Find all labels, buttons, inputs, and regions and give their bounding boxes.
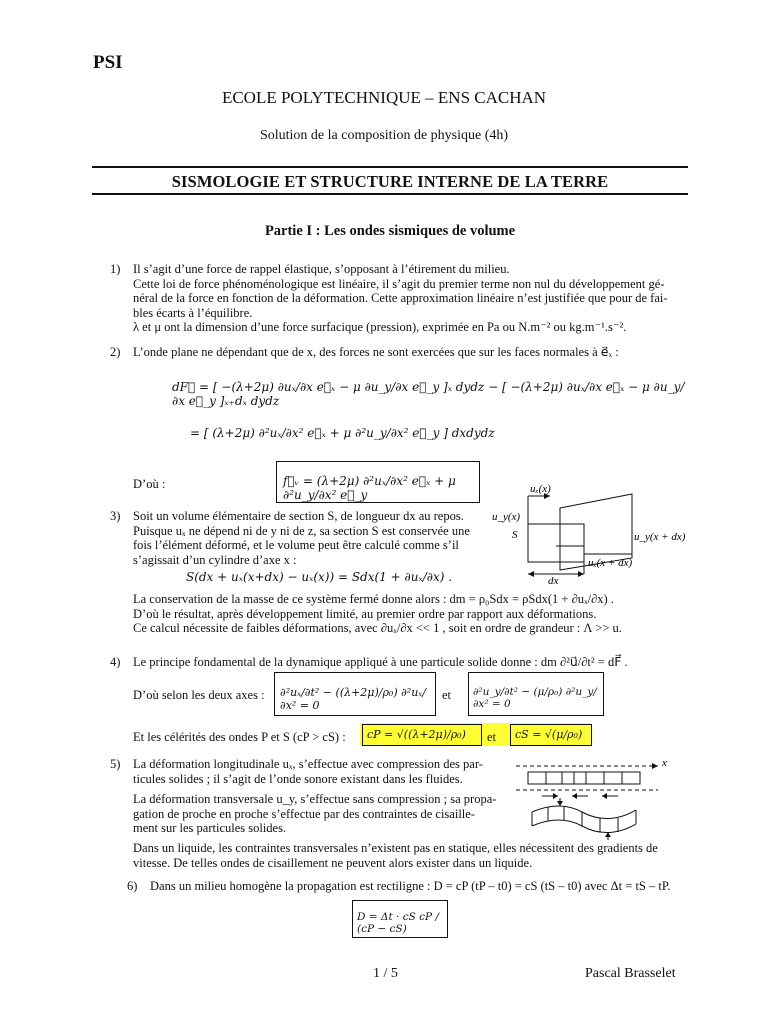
question-3-conclusion [133, 592, 693, 636]
text-line: Il s’agit d’une force de rappel élastique, s’opposant à l’étirement du milieu. [133, 262, 510, 276]
text-line: La conservation de la masse de ce système fermé donne alors : dm = ρ₀Sdx = ρSdx(1 + ∂uₓ/∂x) . [133, 592, 614, 606]
text-line: La déformation longitudinale uₓ, s’effectue avec compression des par- [133, 757, 483, 771]
fig-ux-label: uₓ(x) [530, 483, 551, 495]
and-label: et [487, 730, 497, 744]
text-line: bles écarts à l’équilibre. [133, 305, 253, 320]
question-6-text: Dans un milieu homogène la propagation est rectiligne : D = cP (tP – t0) = cS (tS – t0) avec Δt = tS – tP. [150, 879, 671, 893]
volume-equation: S(dx + uₓ(x+dx) − uₓ(x)) = Sdx(1 + ∂uₓ/∂x) . [186, 570, 453, 584]
question-number: 2) [110, 345, 121, 359]
text-line: La déformation transversale u_y, s’effectue sans compression ; sa propa- [133, 792, 497, 807]
celerity-label: Et les célérités des ondes P et S (cP > cS) : [133, 730, 346, 744]
cp-formula: cP = √((λ+2μ)/ρ₀) [367, 728, 466, 741]
title-rule-top [92, 166, 688, 168]
force-equation-1: dF⃗ = [ −(λ+2μ) ∂uₓ/∂x e⃗ₓ − μ ∂u_y/∂x e⃗_y ]ₓ dydz − [ −(λ+2μ) ∂uₓ/∂x e⃗ₓ − μ ∂u_y/∂x e⃗_y ]ₓ₊dₓ dydz [172, 380, 685, 408]
wave-equation-x-box [274, 672, 436, 716]
text-line: gation de proche en proche s’effectue par des contraintes de cisaille- [133, 806, 475, 821]
distance-formula-box [352, 900, 448, 938]
part-heading: Partie I : Les ondes sismiques de volume [264, 223, 516, 239]
fig-dx-label: dx [548, 575, 559, 586]
boxed-force-density [276, 461, 480, 503]
fig-ux2-label: uₓ(x + dx) [588, 557, 633, 569]
text-line: Puisque uₓ ne dépend ni de y ni de z, sa section S est conservée une [133, 523, 470, 538]
question-4-intro: Le principe fondamental de la dynamique appliqué à une particule solide donne : dm ∂²u⃗/∂t² = dF⃗ . [133, 655, 628, 669]
element-deformation-figure [492, 478, 688, 586]
page-number: 1 / 5 [373, 966, 398, 981]
cp-box [362, 724, 482, 746]
fig-section-label: S [512, 529, 518, 541]
distance-formula: D = Δt · cS cP / (cP − cS) [357, 911, 439, 935]
boxed-equation: f⃗ᵥ = (λ+2μ) ∂²uₓ/∂x² e⃗ₓ + μ ∂²u_y/∂x² e⃗_y [283, 474, 456, 502]
question-2-intro: L’onde plane ne dépendant que de x, des forces ne sont exercées que sur les faces normales à e⃗ₓ : [133, 345, 619, 359]
question-number: 6) [127, 879, 138, 893]
fig-uy2-label: u_y(x + dx) [634, 531, 686, 543]
wave-equation-y: ∂²u_y/∂t² − (μ/ρ₀) ∂²u_y/∂x² = 0 [473, 686, 597, 710]
class-label: PSI [93, 52, 123, 73]
force-equation-2: = [ (λ+2μ) ∂²uₓ/∂x² e⃗ₓ + μ ∂²u_y/∂x² e⃗_y ] dxdydz [190, 426, 495, 440]
text-line: ticules solides ; il s’agit de l’onde sonore existant dans les fluides. [133, 771, 463, 786]
axes-label: D’où selon les deux axes : [133, 688, 265, 702]
wave-equation-y-box [468, 672, 604, 716]
title-rule-bottom [92, 193, 688, 195]
text-line: Soit un volume élémentaire de section S, de longueur dx au repos. [133, 509, 464, 523]
question-number: 4) [110, 655, 121, 669]
text-line: vitesse. De telles ondes de cisaillement ne peuvent alors exister dans un liquide. [133, 855, 533, 870]
question-5-text [133, 757, 505, 836]
document-subtitle: Solution de la composition de physique (4h) [259, 128, 509, 143]
fig-uy-label: u_y(x) [492, 511, 521, 523]
page-title: SISMOLOGIE ET STRUCTURE INTERNE DE LA TERRE [171, 172, 609, 191]
cs-formula: cS = √(μ/ρ₀) [515, 728, 583, 741]
author-name: Pascal Brasselet [585, 966, 676, 981]
text-line: s’agissait d’un cylindre d’axe x : [133, 552, 297, 567]
text-line: Ce calcul nécessite de faibles déformations, avec ∂uₓ/∂x << 1 , soit en ordre de grandeur : Λ >> u. [133, 621, 622, 636]
dou-label: D’où : [133, 477, 166, 491]
text-line: λ et μ ont la dimension d’une force surfacique (pression), exprimée en Pa ou N.m⁻² ou kg.m⁻¹.s⁻². [133, 320, 627, 335]
text-line: néral de la force en fonction de la déformation. Cette approximation linéaire n’est justifiée que pour de fai- [133, 291, 668, 306]
and-label: et [442, 688, 452, 702]
question-number: 5) [110, 757, 121, 771]
question-3-text [133, 509, 493, 567]
wave-equation-x: ∂²uₓ/∂t² − ((λ+2μ)/ρ₀) ∂²uₓ/∂x² = 0 [280, 686, 426, 712]
wave-deformation-figure [512, 756, 688, 842]
fig-x-label: x [662, 757, 667, 769]
question-1-text [133, 262, 693, 335]
question-5-liquid [133, 841, 693, 870]
text-line: Dans un liquide, les contraintes transversales n’existent pas en statique, elles nécessitent des gradients de [133, 841, 658, 855]
text-line: Cette loi de force phénoménologique est linéaire, il s’agit du premier terme non nul du développement gé- [133, 276, 665, 291]
text-line: ment sur les particules solides. [133, 821, 287, 836]
question-number: 3) [110, 509, 121, 523]
text-line: fois l’élément déformé, et le volume peut être calculé comme s’il [133, 538, 459, 553]
cs-box [510, 724, 592, 746]
school-title: ECOLE POLYTECHNIQUE – ENS CACHAN [221, 88, 547, 107]
question-number: 1) [110, 262, 121, 276]
text-line: D’où le résultat, après développement limité, au premier ordre par rapport aux déformations. [133, 606, 597, 621]
